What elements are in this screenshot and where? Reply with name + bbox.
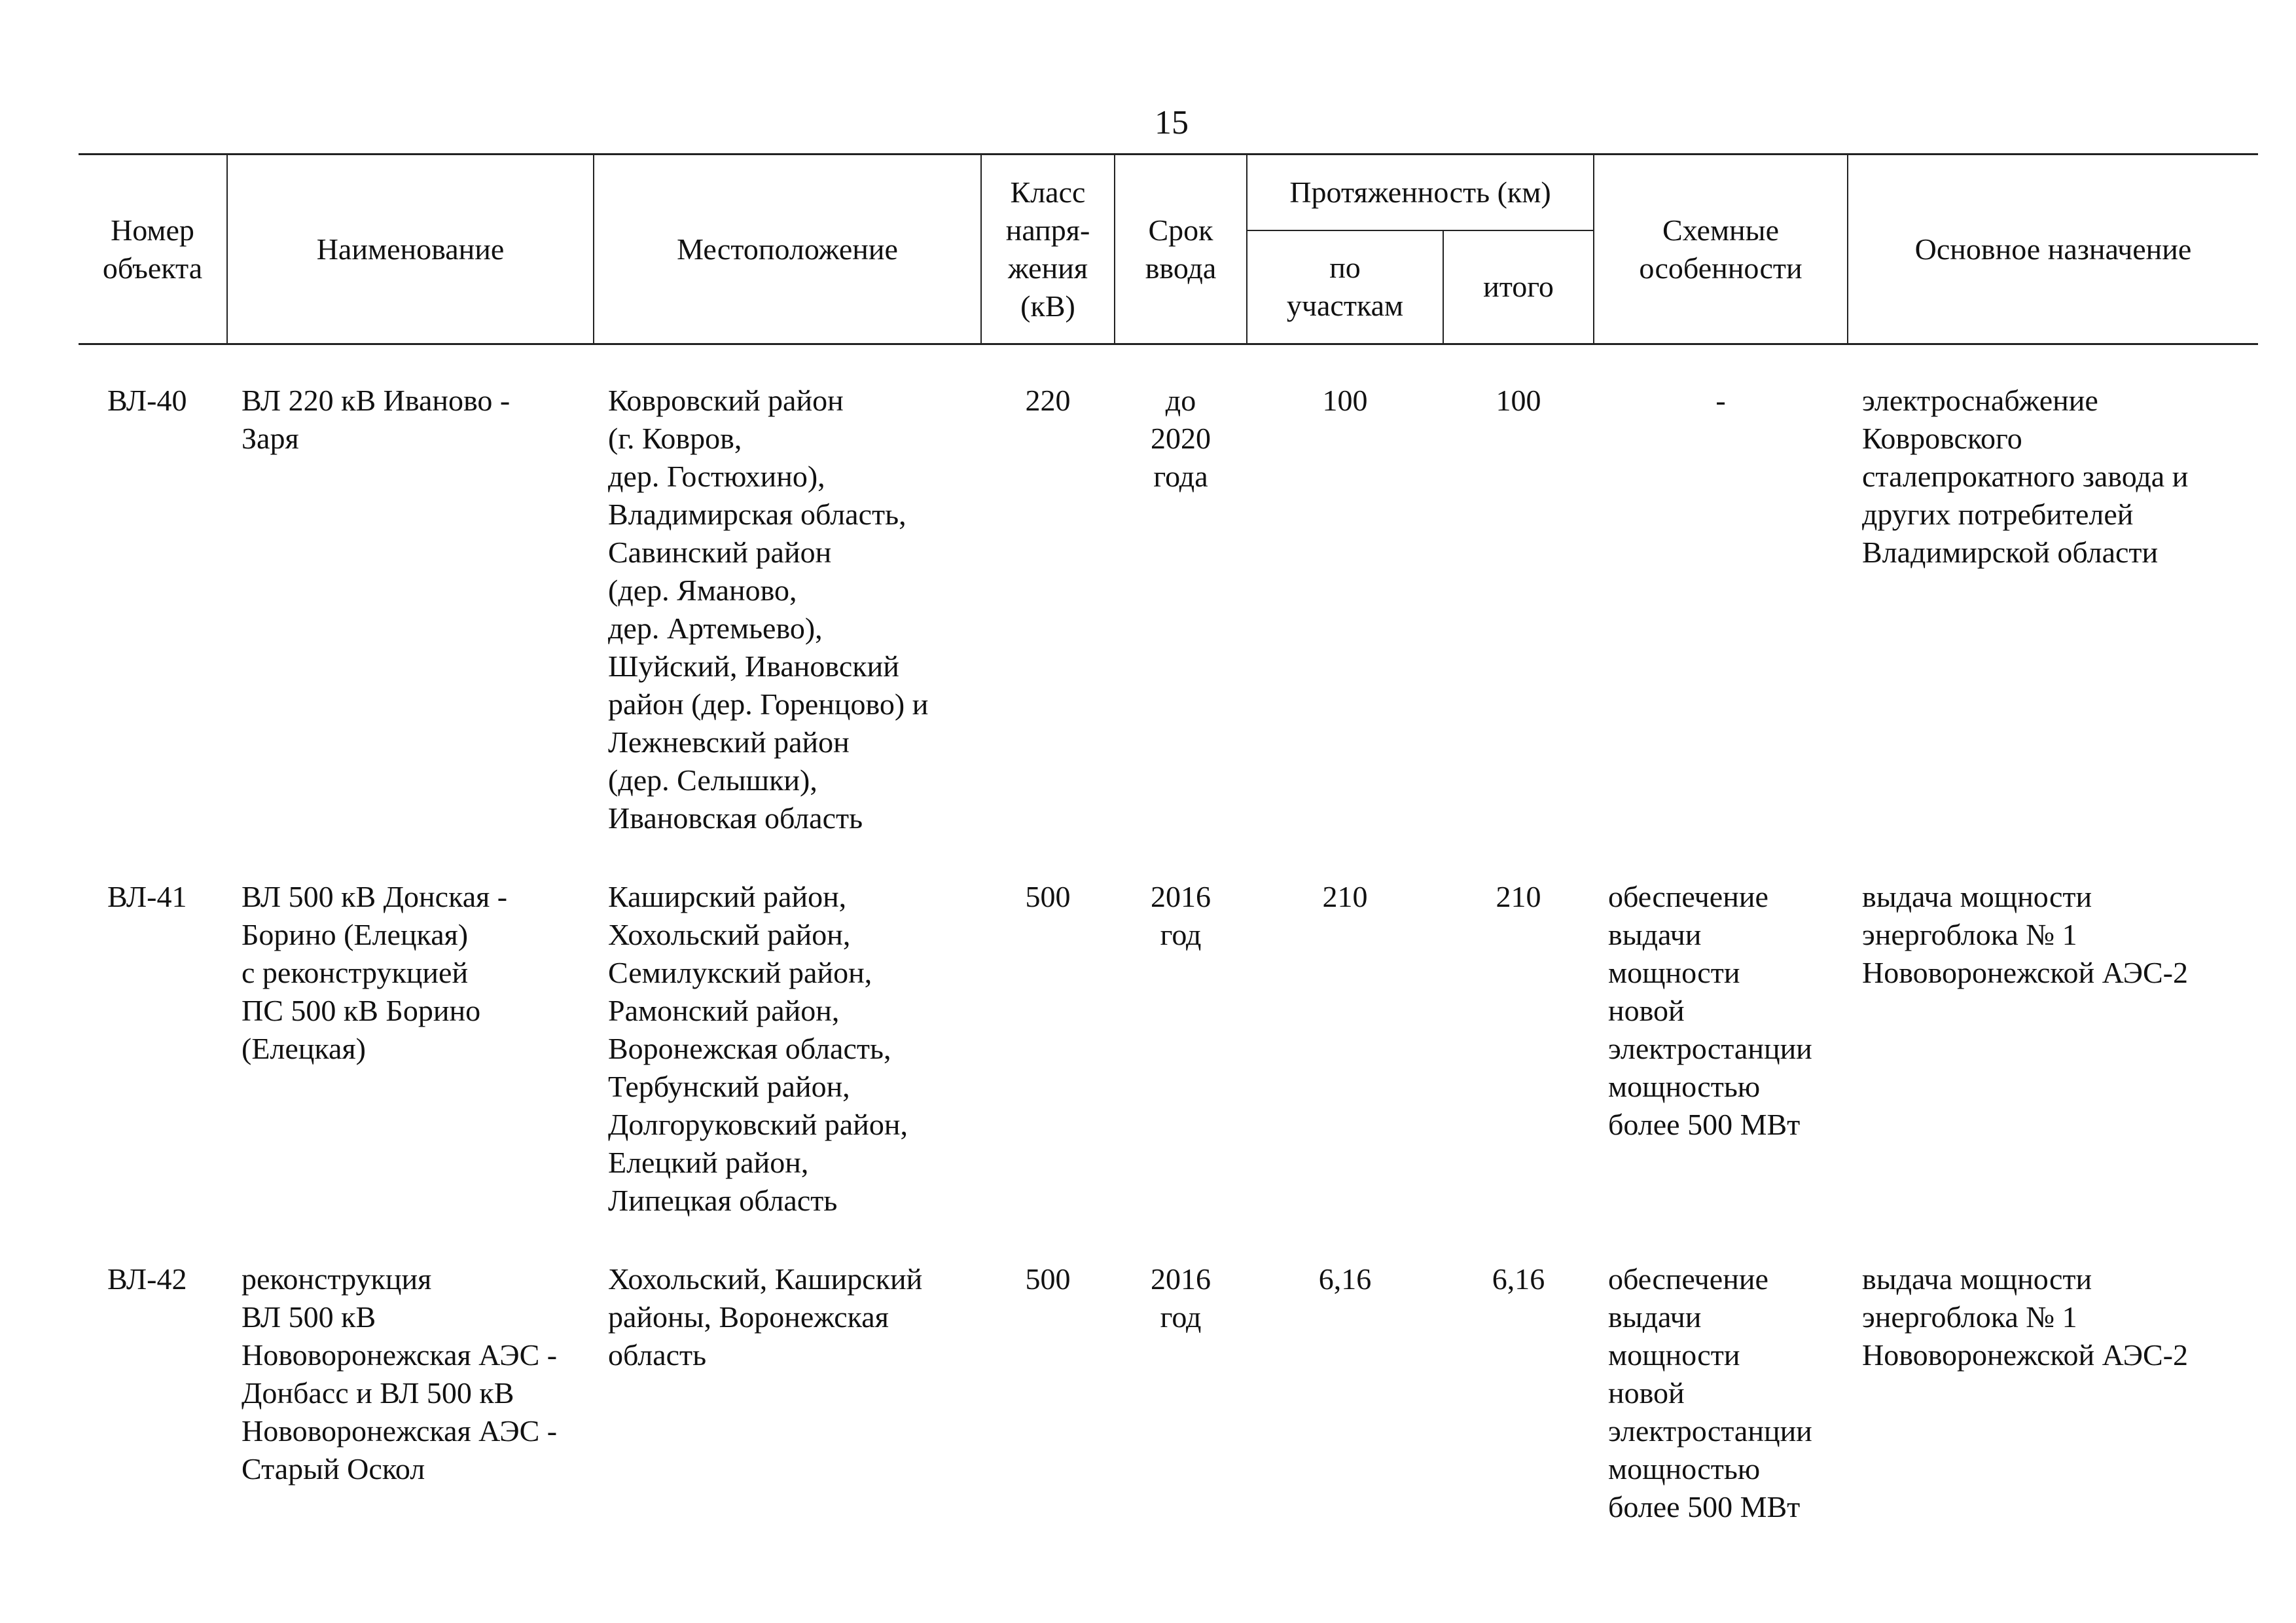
header-object-number: Номер объекта: [79, 155, 227, 344]
cell-term: до 2020 года: [1151, 384, 1211, 493]
table-row: [79, 837, 2258, 1220]
cell-location: Хохольский, Каширский районы, Воронежская область: [608, 1262, 923, 1372]
cell-name: ВЛ 500 кВ Донская - Борино (Елецкая) с реконструкцией ПС 500 кВ Борино (Елецкая): [242, 880, 508, 1065]
table-row: [79, 344, 2258, 838]
cell-length-total: 6,16: [1492, 1262, 1545, 1296]
table-row: [79, 1220, 2258, 1526]
cell-purpose: выдача мощности энергоблока № 1 Нововоронежской АЭС-2: [1862, 880, 2189, 989]
cell-purpose: выдача мощности энергоблока № 1 Нововоронежской АЭС-2: [1862, 1262, 2189, 1372]
header-length-group: Протяженность (км): [1247, 155, 1594, 230]
facilities-table: [79, 153, 2258, 1526]
cell-length-total: 100: [1496, 384, 1541, 417]
cell-voltage: 220: [1025, 384, 1071, 417]
cell-scheme: обеспечение выдачи мощности новой электростанции мощностью более 500 МВт: [1608, 1262, 1812, 1523]
cell-length-total: 210: [1496, 880, 1541, 913]
cell-location: Ковровский район (г. Ковров, дер. Гостюхино), Владимирская область, Савинский район (дер. Яманово, дер. Артемьево), Шуйский, Ивановский район (дер. Горенцово) и Лежневский район (дер. Селышки), Ивановская область: [608, 384, 929, 835]
cell-length-sections: 210: [1322, 880, 1368, 913]
header-voltage-class: Класс напря- жения (кВ): [981, 155, 1115, 344]
cell-scheme: обеспечение выдачи мощности новой электростанции мощностью более 500 МВт: [1608, 880, 1812, 1141]
header-commissioning: Срок ввода: [1115, 155, 1247, 344]
cell-name: реконструкция ВЛ 500 кВ Нововоронежская АЭС - Донбасс и ВЛ 500 кВ Нововоронежская АЭС - Старый Оскол: [242, 1262, 558, 1486]
cell-name: ВЛ 220 кВ Иваново - Заря: [242, 384, 511, 455]
header-length-sections: по участкам: [1247, 230, 1443, 344]
cell-term: 2016 год: [1151, 880, 1211, 951]
cell-voltage: 500: [1025, 880, 1071, 913]
page-number: 15: [1155, 104, 1189, 141]
cell-voltage: 500: [1025, 1262, 1071, 1296]
header-name: Наименование: [227, 155, 594, 344]
cell-number: ВЛ-41: [107, 880, 187, 913]
cell-term: 2016 год: [1151, 1262, 1211, 1334]
header-location: Местоположение: [594, 155, 981, 344]
table-header: [79, 155, 2258, 344]
cell-length-sections: 6,16: [1318, 1262, 1372, 1296]
cell-location: Каширский район, Хохольский район, Семилукский район, Рамонский район, Воронежская область, Тербунский район, Долгоруковский район, Елецкий район, Липецкая область: [608, 880, 908, 1217]
cell-number: ВЛ-40: [107, 384, 187, 417]
header-length-total: итого: [1443, 230, 1594, 344]
header-scheme-features: Схемные особенности: [1594, 155, 1848, 344]
cell-number: ВЛ-42: [107, 1262, 187, 1296]
cell-purpose: электроснабжение Ковровского сталепрокатного завода и других потребителей Владимирской области: [1862, 384, 2189, 569]
cell-length-sections: 100: [1322, 384, 1368, 417]
header-main-purpose: Основное назначение: [1848, 155, 2258, 344]
cell-scheme: -: [1715, 384, 1726, 417]
